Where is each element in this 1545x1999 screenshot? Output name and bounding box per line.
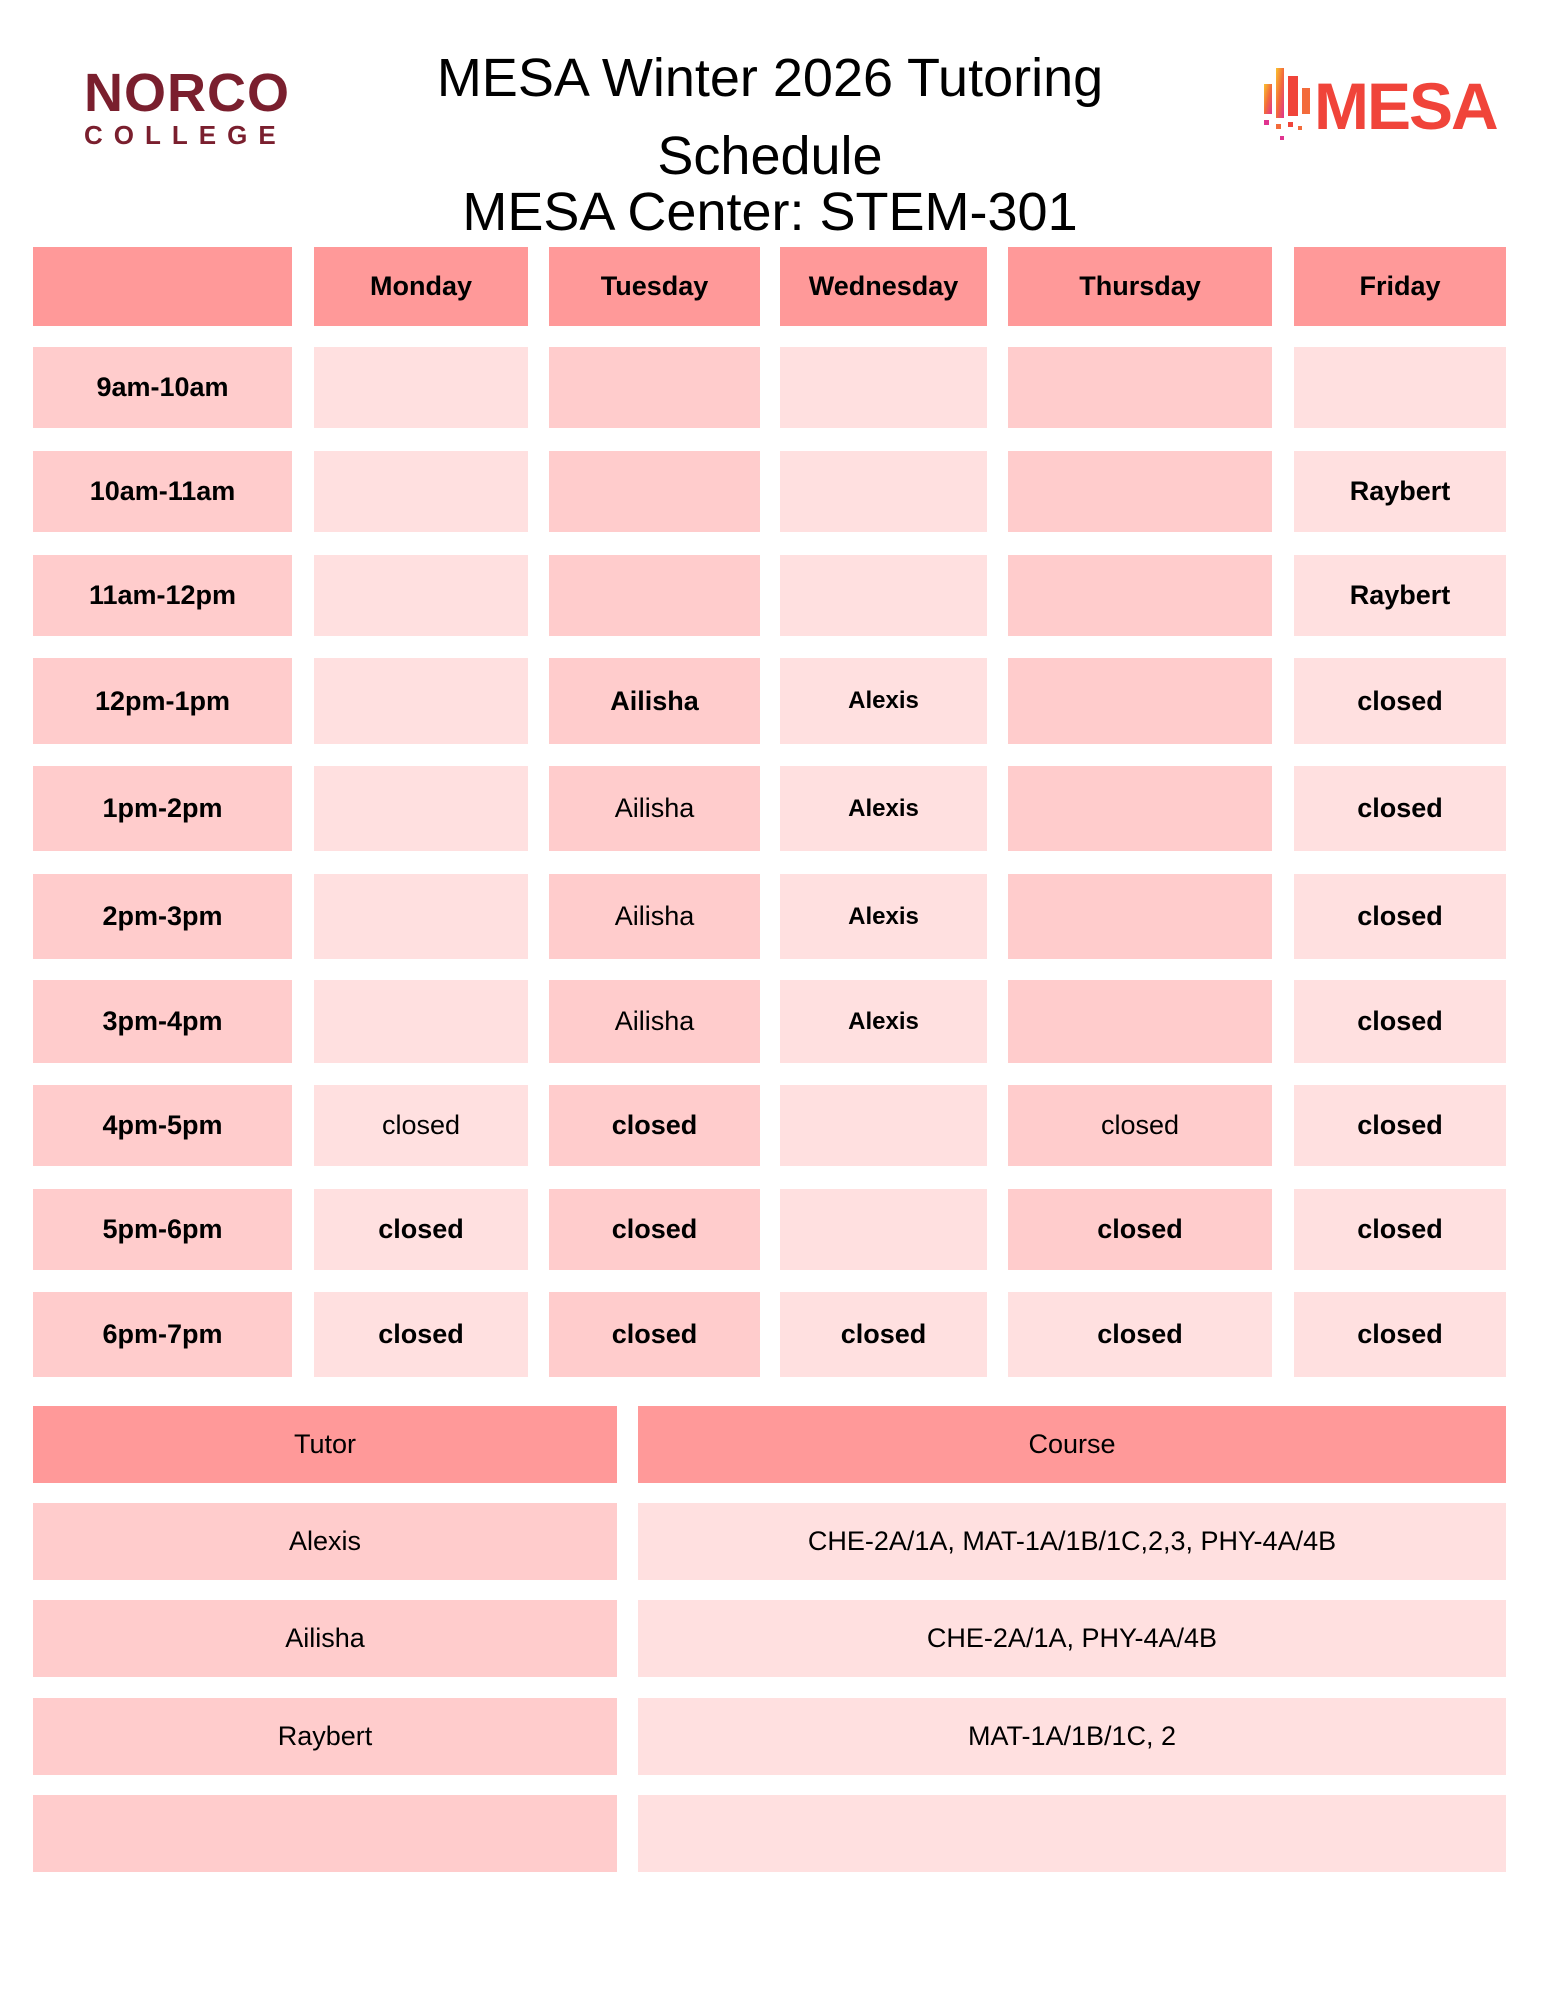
schedule-cell: closed [1294, 1189, 1506, 1270]
mesa-building-icon [1258, 64, 1314, 146]
schedule-cell [314, 980, 528, 1063]
course-column-header: Course [638, 1406, 1506, 1483]
tutor-name: Raybert [33, 1698, 617, 1775]
schedule-cell [1008, 451, 1272, 532]
schedule-cell: Alexis [780, 766, 987, 851]
schedule-cell [549, 451, 760, 532]
schedule-cell [1008, 658, 1272, 744]
schedule-cell: closed [549, 1189, 760, 1270]
schedule-cell: closed [1008, 1085, 1272, 1166]
page-subtitle: MESA Center: STEM-301 [462, 182, 1078, 242]
schedule-cell [314, 766, 528, 851]
tutor-column-header: Tutor [33, 1406, 617, 1483]
schedule-cell [549, 347, 760, 428]
day-header-thursday: Thursday [1008, 247, 1272, 326]
schedule-cell: Ailisha [549, 980, 760, 1063]
page-title-line2: Schedule [657, 126, 883, 186]
tutor-courses: CHE-2A/1A, MAT-1A/1B/1C,2,3, PHY-4A/4B [638, 1503, 1506, 1580]
tutor-name: Ailisha [33, 1600, 617, 1677]
schedule-cell: Raybert [1294, 555, 1506, 636]
schedule-cell [780, 1189, 987, 1270]
time-slot-label: 1pm-2pm [33, 766, 292, 851]
time-slot-label: 3pm-4pm [33, 980, 292, 1063]
schedule-cell [314, 451, 528, 532]
time-slot-label: 4pm-5pm [33, 1085, 292, 1166]
schedule-cell: closed [1294, 1292, 1506, 1377]
day-header-friday: Friday [1294, 247, 1506, 326]
schedule-cell: closed [1294, 766, 1506, 851]
tutor-courses [638, 1795, 1506, 1872]
day-header-monday: Monday [314, 247, 528, 326]
day-header-tuesday: Tuesday [549, 247, 760, 326]
schedule-cell [549, 555, 760, 636]
mesa-logo [1258, 64, 1497, 146]
schedule-cell: Ailisha [549, 766, 760, 851]
tutor-courses: MAT-1A/1B/1C, 2 [638, 1698, 1506, 1775]
logo-line2: COLLEGE [84, 120, 287, 150]
norco-college-logo [84, 63, 290, 150]
time-slot-label: 12pm-1pm [33, 658, 292, 744]
schedule-cell: closed [1008, 1292, 1272, 1377]
schedule-cell [314, 658, 528, 744]
schedule-cell: Alexis [780, 658, 987, 744]
header-corner-cell [33, 247, 292, 326]
schedule-cell: Alexis [780, 874, 987, 959]
day-header-wednesday: Wednesday [780, 247, 987, 326]
time-slot-label: 2pm-3pm [33, 874, 292, 959]
schedule-cell: closed [780, 1292, 987, 1377]
time-slot-label: 9am-10am [33, 347, 292, 428]
schedule-cell [1008, 347, 1272, 428]
schedule-cell: closed [1008, 1189, 1272, 1270]
time-slot-label: 10am-11am [33, 451, 292, 532]
time-slot-label: 11am-12pm [33, 555, 292, 636]
page-title-line1: MESA Winter 2026 Tutoring [436, 48, 1104, 108]
schedule-cell: closed [549, 1085, 760, 1166]
schedule-cell: closed [314, 1189, 528, 1270]
schedule-cell [314, 874, 528, 959]
schedule-cell [1008, 555, 1272, 636]
schedule-cell: closed [1294, 874, 1506, 959]
schedule-cell: Alexis [780, 980, 987, 1063]
mesa-logo-text: MESA [1314, 69, 1497, 143]
schedule-cell [314, 555, 528, 636]
schedule-cell: closed [314, 1085, 528, 1166]
logo-line1: NORCO [84, 63, 290, 123]
schedule-cell [1294, 347, 1506, 428]
schedule-cell [1008, 874, 1272, 959]
schedule-cell [1008, 980, 1272, 1063]
time-slot-label: 6pm-7pm [33, 1292, 292, 1377]
tutor-name: Alexis [33, 1503, 617, 1580]
schedule-cell: closed [1294, 1085, 1506, 1166]
schedule-cell [780, 451, 987, 532]
schedule-cell: Raybert [1294, 451, 1506, 532]
schedule-cell [780, 1085, 987, 1166]
schedule-cell [314, 347, 528, 428]
time-slot-label: 5pm-6pm [33, 1189, 292, 1270]
tutor-courses: CHE-2A/1A, PHY-4A/4B [638, 1600, 1506, 1677]
schedule-cell [1008, 766, 1272, 851]
schedule-cell: closed [549, 1292, 760, 1377]
schedule-cell: closed [314, 1292, 528, 1377]
schedule-cell: closed [1294, 980, 1506, 1063]
tutor-name [33, 1795, 617, 1872]
schedule-cell [780, 555, 987, 636]
schedule-cell: Ailisha [549, 658, 760, 744]
schedule-cell [780, 347, 987, 428]
schedule-cell: closed [1294, 658, 1506, 744]
schedule-cell: Ailisha [549, 874, 760, 959]
